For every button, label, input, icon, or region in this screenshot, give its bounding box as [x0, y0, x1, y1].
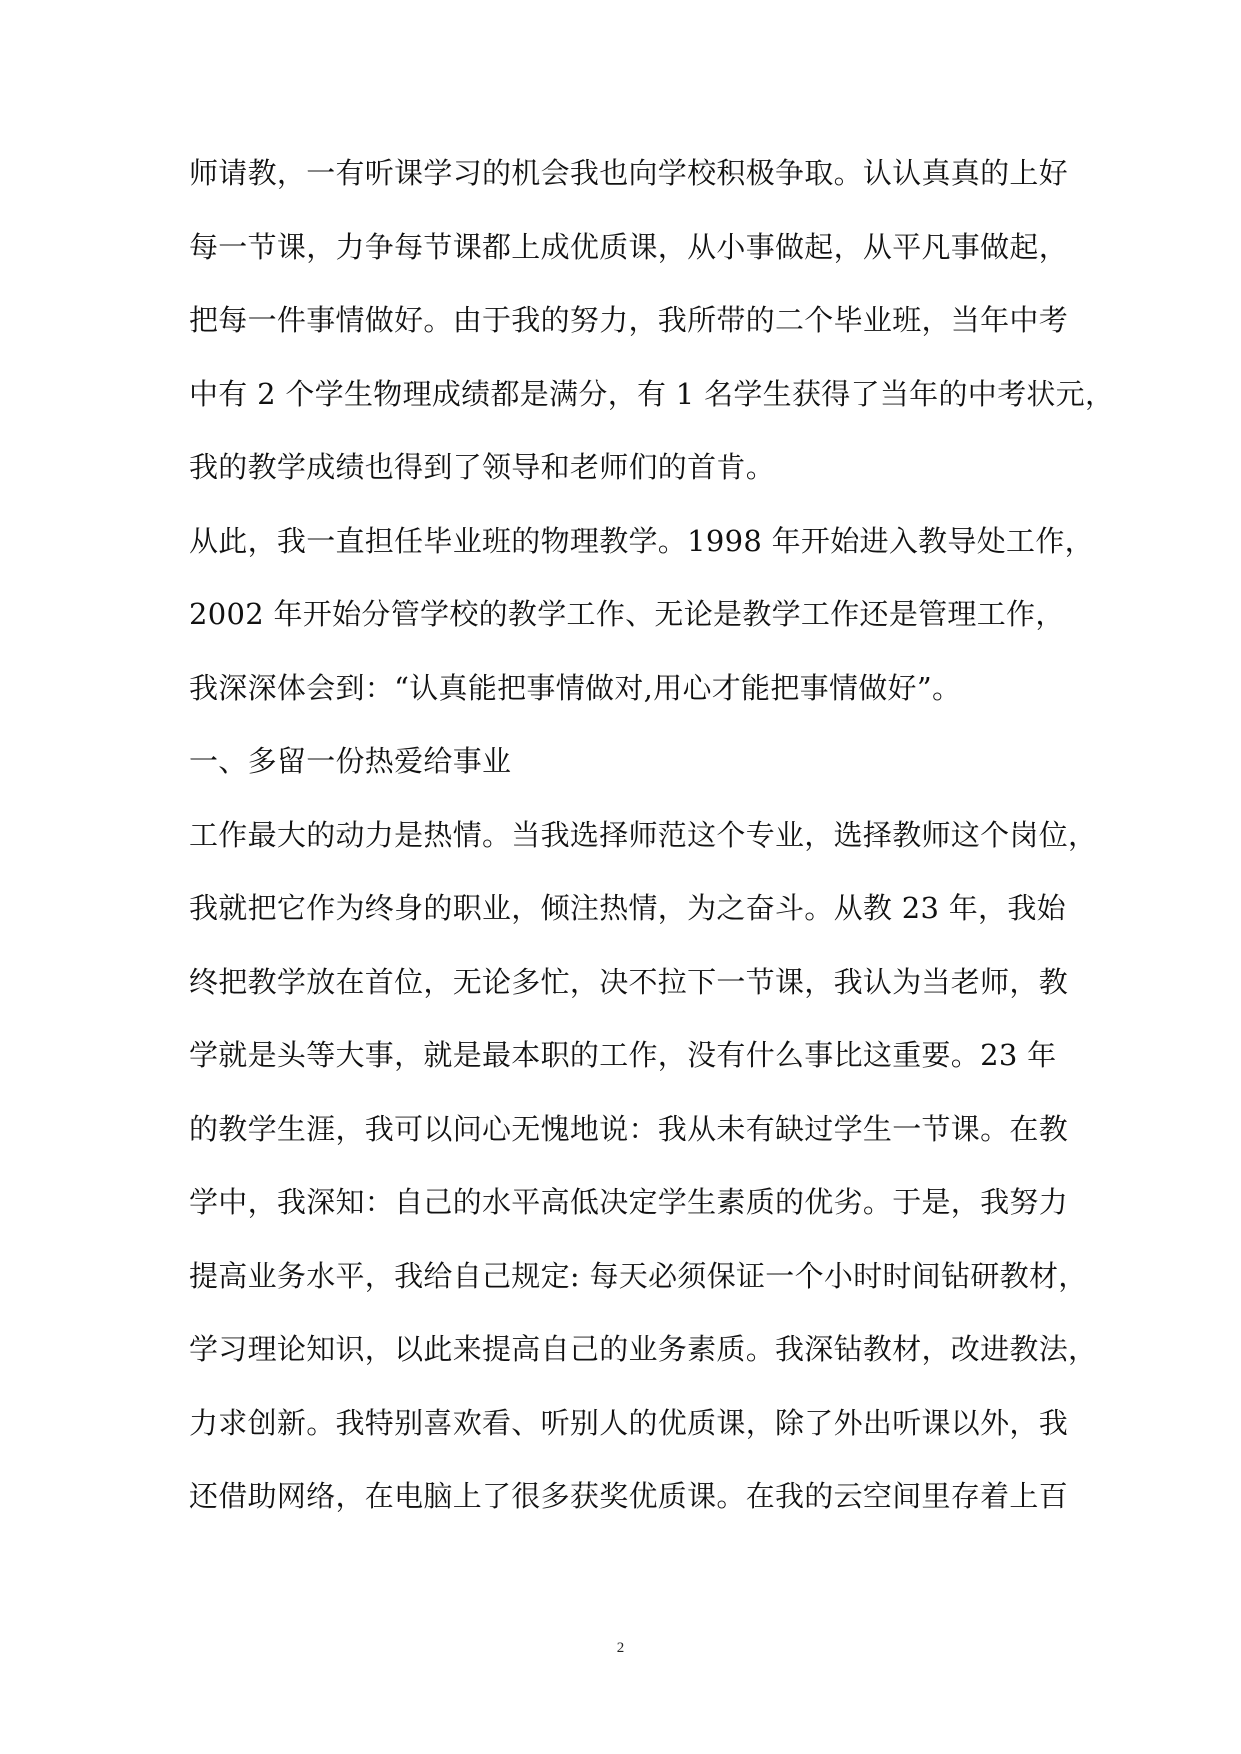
text-line: 师请教，一有听课学习的机会我也向学校积极争取。认认真真的上好 [189, 156, 1069, 190]
text-line: 从此，我一直担任毕业班的物理教学。1998 年开始进入教导处工作， [189, 523, 1094, 558]
text-line: 的教学生涯，我可以问心无愧地说：我从未有缺过学生一节课。在教 [189, 1111, 1069, 1146]
text-line: 学习理论知识，以此来提高自己的业务素质。我深钻教材，改进教法， [189, 1332, 1098, 1366]
text-line: 每一节课，力争每节课都上成优质课，从小事做起，从平凡事做起， [189, 229, 1069, 264]
body-text [189, 148, 1115, 1545]
text-line: 力求创新。我特别喜欢看、听别人的优质课，除了外出听课以外，我 [189, 1405, 1069, 1440]
text-line: 中有 2 个学生物理成绩都是满分，有 1 名学生获得了当年的中考状元， [189, 376, 1115, 411]
page-number: 2 [616, 1640, 625, 1656]
section-heading: 一、多留一份热爱给事业 [189, 744, 512, 778]
text-line: 还借助网络，在电脑上了很多获奖优质课。在我的云空间里存着上百 [189, 1479, 1069, 1513]
text-line: 2002 年开始分管学校的教学工作、无论是教学工作还是管理工作， [189, 597, 1065, 631]
text-line: 学就是头等大事，就是最本职的工作，没有什么事比这重要。23 年 [189, 1038, 1057, 1072]
text-line: 我的教学成绩也得到了领导和老师们的首肯。 [189, 450, 776, 484]
text-line: 学中，我深知：自己的水平高低决定学生素质的优劣。于是，我努力 [189, 1185, 1069, 1219]
text-line: 把每一件事情做好。由于我的努力，我所带的二个毕业班，当年中考 [189, 303, 1069, 337]
text-line: 我深深体会到：“认真能把事情做对,用心才能把事情做好”。 [189, 670, 962, 705]
text-line: 工作最大的动力是热情。当我选择师范这个专业，选择教师这个岗位， [189, 817, 1098, 852]
text-line: 我就把它作为终身的职业，倾注热情，为之奋斗。从教 23 年，我始 [189, 891, 1066, 925]
text-line: 终把教学放在首位，无论多忙，决不拉下一节课，我认为当老师，教 [189, 964, 1069, 999]
text-line: 提高业务水平，我给自己规定: 每天必须保证一个小时时间钻研教材， [189, 1258, 1088, 1293]
